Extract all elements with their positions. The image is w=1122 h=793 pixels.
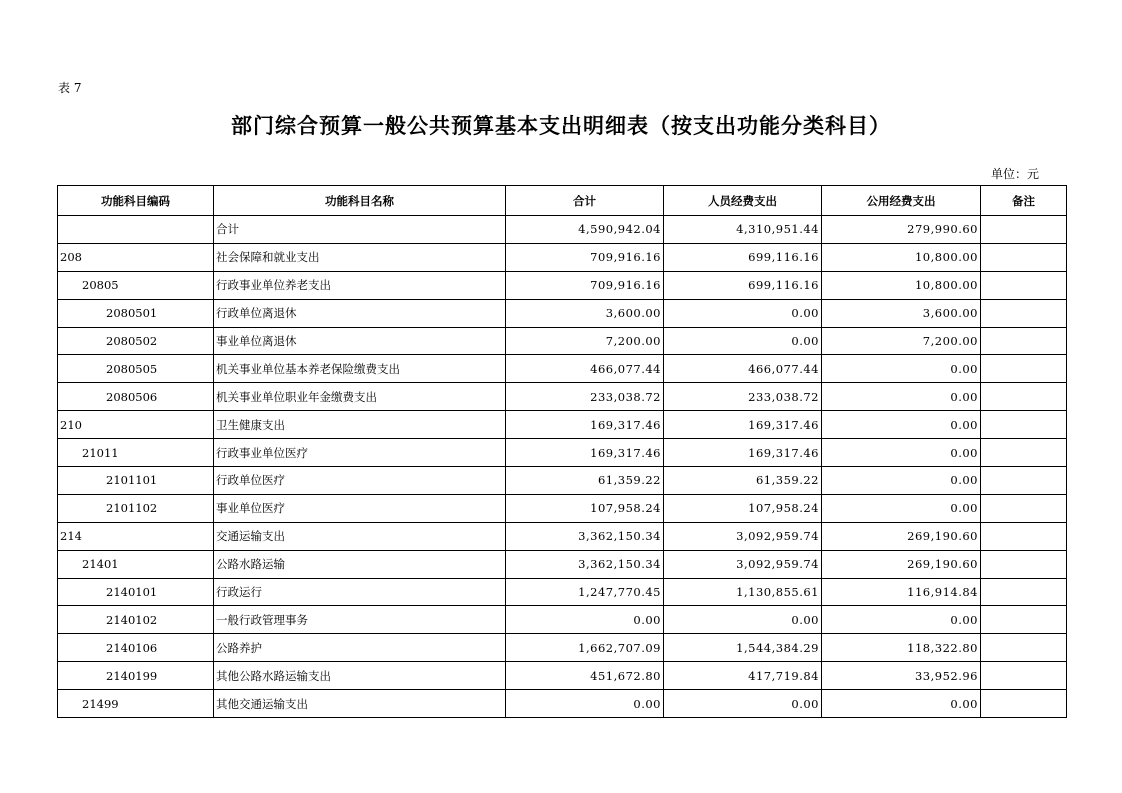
cell-total: 4,590,942.04 bbox=[506, 216, 664, 244]
cell-public: 269,190.60 bbox=[822, 522, 981, 550]
cell-name: 行政单位离退休 bbox=[214, 299, 506, 327]
cell-public: 0.00 bbox=[822, 355, 981, 383]
cell-code: 208 bbox=[58, 243, 214, 271]
cell-personnel: 169,317.46 bbox=[664, 439, 822, 467]
cell-total: 709,916.16 bbox=[506, 243, 664, 271]
header-code: 功能科目编码 bbox=[58, 186, 214, 216]
table-row bbox=[58, 243, 1067, 271]
cell-note bbox=[981, 439, 1067, 467]
cell-total: 3,362,150.34 bbox=[506, 550, 664, 578]
cell-code: 2080501 bbox=[58, 299, 214, 327]
cell-public: 0.00 bbox=[822, 494, 981, 522]
table-row bbox=[58, 271, 1067, 299]
header-public: 公用经费支出 bbox=[822, 186, 981, 216]
cell-total: 61,359.22 bbox=[506, 467, 664, 495]
cell-note bbox=[981, 243, 1067, 271]
table-row bbox=[58, 299, 1067, 327]
cell-personnel: 699,116.16 bbox=[664, 243, 822, 271]
cell-personnel: 3,092,959.74 bbox=[664, 550, 822, 578]
table-row bbox=[58, 383, 1067, 411]
header-total: 合计 bbox=[506, 186, 664, 216]
cell-code: 2101101 bbox=[58, 467, 214, 495]
budget-table bbox=[57, 185, 1067, 718]
cell-personnel: 1,130,855.61 bbox=[664, 578, 822, 606]
table-row bbox=[58, 439, 1067, 467]
cell-name: 一般行政管理事务 bbox=[214, 606, 506, 634]
cell-public: 3,600.00 bbox=[822, 299, 981, 327]
cell-note bbox=[981, 690, 1067, 718]
page-title: 部门综合预算一般公共预算基本支出明细表（按支出功能分类科目） bbox=[231, 114, 891, 138]
cell-code bbox=[58, 216, 214, 244]
cell-note bbox=[981, 467, 1067, 495]
table-body bbox=[58, 216, 1067, 718]
cell-total: 169,317.46 bbox=[506, 439, 664, 467]
header-personnel: 人员经费支出 bbox=[664, 186, 822, 216]
cell-personnel: 4,310,951.44 bbox=[664, 216, 822, 244]
cell-public: 10,800.00 bbox=[822, 271, 981, 299]
table-header-row bbox=[58, 186, 1067, 216]
cell-code: 21499 bbox=[58, 690, 214, 718]
cell-personnel: 466,077.44 bbox=[664, 355, 822, 383]
cell-personnel: 0.00 bbox=[664, 327, 822, 355]
cell-total: 1,247,770.45 bbox=[506, 578, 664, 606]
cell-name: 机关事业单位职业年金缴费支出 bbox=[214, 383, 506, 411]
cell-personnel: 0.00 bbox=[664, 606, 822, 634]
cell-note bbox=[981, 216, 1067, 244]
table-row bbox=[58, 522, 1067, 550]
cell-name: 社会保障和就业支出 bbox=[214, 243, 506, 271]
cell-name: 公路水路运输 bbox=[214, 550, 506, 578]
cell-public: 0.00 bbox=[822, 467, 981, 495]
cell-total: 1,662,707.09 bbox=[506, 634, 664, 662]
cell-total: 233,038.72 bbox=[506, 383, 664, 411]
cell-note bbox=[981, 355, 1067, 383]
cell-total: 3,600.00 bbox=[506, 299, 664, 327]
cell-code: 2101102 bbox=[58, 494, 214, 522]
cell-code: 2080505 bbox=[58, 355, 214, 383]
table-row bbox=[58, 550, 1067, 578]
table-row bbox=[58, 662, 1067, 690]
cell-public: 116,914.84 bbox=[822, 578, 981, 606]
cell-code: 2140199 bbox=[58, 662, 214, 690]
cell-code: 2140101 bbox=[58, 578, 214, 606]
table-row bbox=[58, 355, 1067, 383]
cell-total: 0.00 bbox=[506, 606, 664, 634]
cell-code: 21401 bbox=[58, 550, 214, 578]
cell-public: 0.00 bbox=[822, 411, 981, 439]
table-row bbox=[58, 494, 1067, 522]
cell-note bbox=[981, 634, 1067, 662]
cell-public: 0.00 bbox=[822, 606, 981, 634]
cell-public: 0.00 bbox=[822, 439, 981, 467]
cell-personnel: 3,092,959.74 bbox=[664, 522, 822, 550]
cell-total: 107,958.24 bbox=[506, 494, 664, 522]
table-row bbox=[58, 327, 1067, 355]
cell-note bbox=[981, 606, 1067, 634]
header-note: 备注 bbox=[981, 186, 1067, 216]
cell-name: 其他交通运输支出 bbox=[214, 690, 506, 718]
cell-total: 169,317.46 bbox=[506, 411, 664, 439]
cell-total: 466,077.44 bbox=[506, 355, 664, 383]
cell-note bbox=[981, 411, 1067, 439]
cell-public: 118,322.80 bbox=[822, 634, 981, 662]
cell-name: 事业单位离退休 bbox=[214, 327, 506, 355]
cell-personnel: 107,958.24 bbox=[664, 494, 822, 522]
table-row bbox=[58, 690, 1067, 718]
cell-personnel: 699,116.16 bbox=[664, 271, 822, 299]
cell-total: 3,362,150.34 bbox=[506, 522, 664, 550]
cell-code: 2140106 bbox=[58, 634, 214, 662]
cell-personnel: 0.00 bbox=[664, 690, 822, 718]
cell-name: 行政事业单位医疗 bbox=[214, 439, 506, 467]
cell-total: 7,200.00 bbox=[506, 327, 664, 355]
cell-public: 10,800.00 bbox=[822, 243, 981, 271]
table-row bbox=[58, 578, 1067, 606]
cell-public: 7,200.00 bbox=[822, 327, 981, 355]
table-row bbox=[58, 467, 1067, 495]
cell-code: 2080502 bbox=[58, 327, 214, 355]
cell-total: 451,672.80 bbox=[506, 662, 664, 690]
cell-name: 行政运行 bbox=[214, 578, 506, 606]
cell-total: 0.00 bbox=[506, 690, 664, 718]
cell-note bbox=[981, 550, 1067, 578]
cell-public: 0.00 bbox=[822, 690, 981, 718]
cell-public: 0.00 bbox=[822, 383, 981, 411]
cell-note bbox=[981, 494, 1067, 522]
cell-name: 其他公路水路运输支出 bbox=[214, 662, 506, 690]
table-row bbox=[58, 216, 1067, 244]
cell-total: 709,916.16 bbox=[506, 271, 664, 299]
cell-code: 2140102 bbox=[58, 606, 214, 634]
table-row bbox=[58, 606, 1067, 634]
cell-name: 事业单位医疗 bbox=[214, 494, 506, 522]
cell-name: 行政事业单位养老支出 bbox=[214, 271, 506, 299]
cell-code: 2080506 bbox=[58, 383, 214, 411]
cell-name: 交通运输支出 bbox=[214, 522, 506, 550]
cell-code: 214 bbox=[58, 522, 214, 550]
cell-personnel: 61,359.22 bbox=[664, 467, 822, 495]
cell-code: 20805 bbox=[58, 271, 214, 299]
cell-note bbox=[981, 522, 1067, 550]
cell-personnel: 417,719.84 bbox=[664, 662, 822, 690]
header-name: 功能科目名称 bbox=[214, 186, 506, 216]
cell-public: 269,190.60 bbox=[822, 550, 981, 578]
table-row bbox=[58, 634, 1067, 662]
cell-name: 合计 bbox=[214, 216, 506, 244]
cell-code: 21011 bbox=[58, 439, 214, 467]
cell-note bbox=[981, 662, 1067, 690]
cell-public: 279,990.60 bbox=[822, 216, 981, 244]
cell-note bbox=[981, 271, 1067, 299]
cell-name: 公路养护 bbox=[214, 634, 506, 662]
cell-note bbox=[981, 383, 1067, 411]
cell-personnel: 1,544,384.29 bbox=[664, 634, 822, 662]
cell-code: 210 bbox=[58, 411, 214, 439]
cell-personnel: 0.00 bbox=[664, 299, 822, 327]
cell-note bbox=[981, 578, 1067, 606]
cell-personnel: 233,038.72 bbox=[664, 383, 822, 411]
table-number: 表 7 bbox=[58, 81, 82, 95]
cell-public: 33,952.96 bbox=[822, 662, 981, 690]
cell-note bbox=[981, 327, 1067, 355]
cell-name: 行政单位医疗 bbox=[214, 467, 506, 495]
cell-note bbox=[981, 299, 1067, 327]
unit-label: 单位：元 bbox=[990, 167, 1039, 181]
cell-name: 机关事业单位基本养老保险缴费支出 bbox=[214, 355, 506, 383]
table-row bbox=[58, 411, 1067, 439]
cell-personnel: 169,317.46 bbox=[664, 411, 822, 439]
cell-name: 卫生健康支出 bbox=[214, 411, 506, 439]
